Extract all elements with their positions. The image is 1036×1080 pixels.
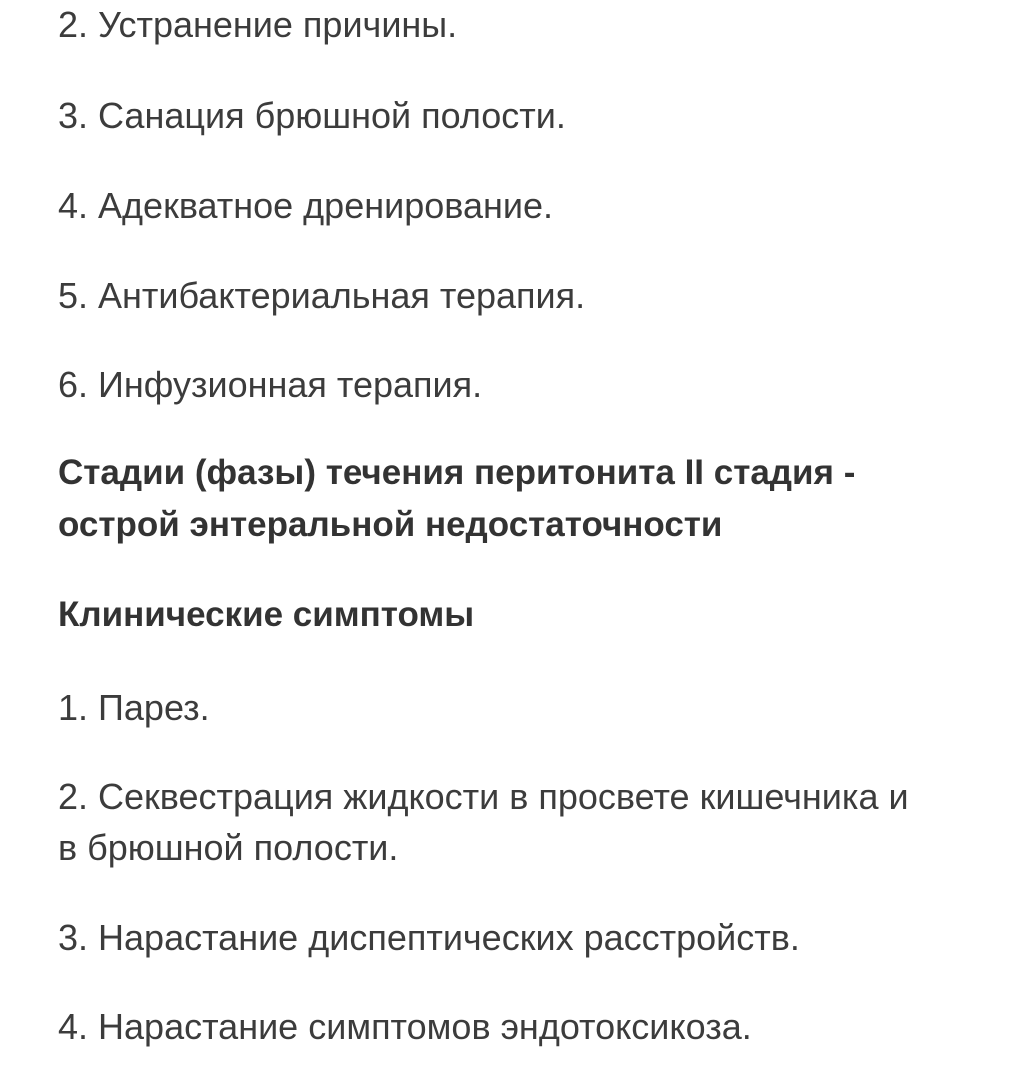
list-item: 5. Антибактериальная терапия. xyxy=(58,275,586,316)
document-page xyxy=(58,0,1018,1080)
list-item: 6. Инфузионная терапия. xyxy=(58,364,483,405)
list-item: 4. Адекватное дренирование. xyxy=(58,185,554,226)
list-item: 1. Парез. xyxy=(58,687,210,728)
list-item: 3. Санация брюшной полости. xyxy=(58,95,566,136)
list-item: 4. Нарастание симптомов эндотоксикоза. xyxy=(58,1006,752,1047)
list-item: 2. Секвестрация жидкости в просвете кишечника и xyxy=(58,776,909,817)
list-item: 3. Нарастание диспептических расстройств. xyxy=(58,917,800,958)
list-item-continuation: в брюшной полости. xyxy=(58,827,399,868)
section-heading-line: Стадии (фазы) течения перитонита II стадия - xyxy=(58,453,856,492)
list-item: 2. Устранение причины. xyxy=(58,4,458,45)
section-heading-symptoms: Клинические симптомы xyxy=(58,595,475,634)
section-heading-line: острой энтеральной недостаточности xyxy=(58,505,723,544)
